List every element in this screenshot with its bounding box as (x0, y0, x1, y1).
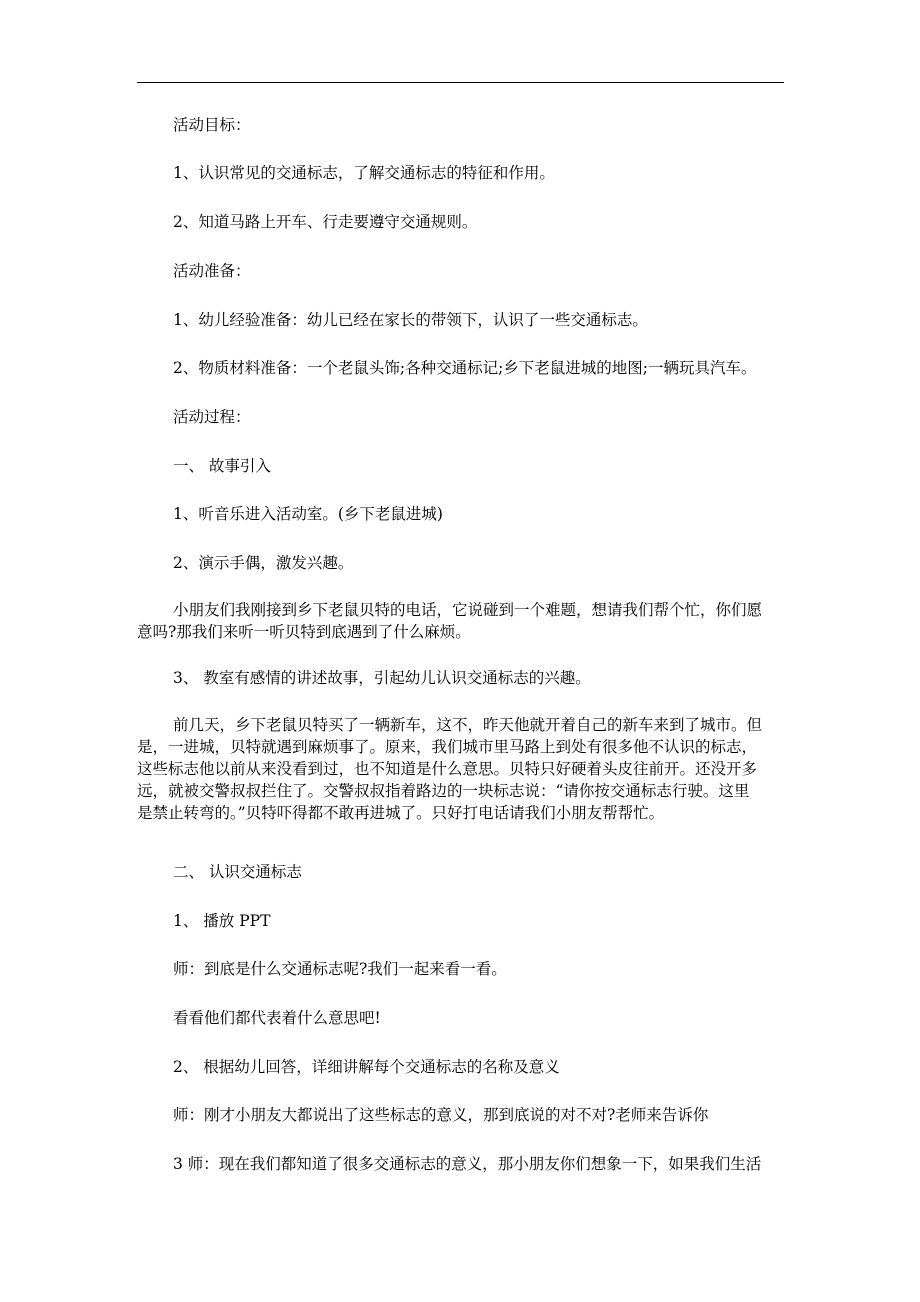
step-1-2: 2、演示手偶，激发兴趣。 (173, 554, 354, 572)
paragraph-line: 远，就被交警叔叔拦住了。交警叔叔指着路边的一块标志说：“请你按交通标志行驶。这里 (137, 782, 750, 800)
paragraph-line: 是禁止转弯的。”贝特吓得都不敢再进城了。只好打电话请我们小朋友帮帮忙。 (137, 804, 665, 822)
teacher-line-2: 看看他们都代表着什么意思吧! (173, 1009, 381, 1027)
step-3-teacher: 3 师：现在我们都知道了很多交通标志的意义，那小朋友你们想象一下，如果我们生活 (173, 1155, 762, 1173)
heading-activity-process: 活动过程： (173, 408, 251, 426)
paragraph-story (137, 714, 783, 824)
paragraph-line: 意吗?那我们来听一听贝特到底遇到了什么麻烦。 (137, 623, 471, 641)
section-1-heading: 一、 故事引入 (173, 457, 271, 475)
step-1-1: 1、听音乐进入活动室。(乡下老鼠进城) (173, 505, 443, 523)
preparation-item-2: 2、物质材料准备：一个老鼠头饰;各种交通标记;乡下老鼠进城的地图;一辆玩具汽车。 (173, 359, 757, 377)
goal-item-2: 2、知道马路上开车、行走要遵守交通规则。 (173, 213, 478, 231)
teacher-line-1: 师：到底是什么交通标志呢?我们一起来看一看。 (173, 960, 507, 978)
preparation-item-1: 1、幼儿经验准备：幼儿已经在家长的带领下，认识了一些交通标志。 (173, 311, 648, 329)
step-1-3: 3、 教室有感情的讲述故事，引起幼儿认识交通标志的兴趣。 (173, 669, 591, 687)
header-rule (137, 82, 784, 83)
paragraph-phone-call (137, 599, 783, 643)
goal-item-1: 1、认识常见的交通标志，了解交通标志的特征和作用。 (173, 164, 555, 182)
section-2-heading: 二、 认识交通标志 (173, 863, 302, 881)
paragraph-line: 小朋友们我刚接到乡下老鼠贝特的电话，它说碰到一个难题，想请我们帮个忙，你们愿 (173, 601, 763, 619)
paragraph-line: 前几天，乡下老鼠贝特买了一辆新车，这不，昨天他就开着自己的新车来到了城市。但 (173, 716, 763, 734)
heading-activity-goals: 活动目标： (173, 116, 251, 134)
paragraph-line: 这些标志他以前从来没看到过，也不知道是什么意思。贝特只好硬着头皮往前开。还没开多 (137, 760, 758, 778)
heading-activity-preparation: 活动准备： (173, 262, 251, 280)
step-2-2: 2、 根据幼儿回答，详细讲解每个交通标志的名称及意义 (173, 1058, 560, 1076)
teacher-line-3: 师：刚才小朋友大都说出了这些标志的意义，那到底说的对不对?老师来告诉你 (173, 1106, 709, 1124)
paragraph-line: 是，一进城，贝特就遇到麻烦事了。原来，我们城市里马路上到处有很多他不认识的标志， (137, 738, 758, 756)
step-2-1: 1、 播放 PPT (173, 912, 271, 930)
